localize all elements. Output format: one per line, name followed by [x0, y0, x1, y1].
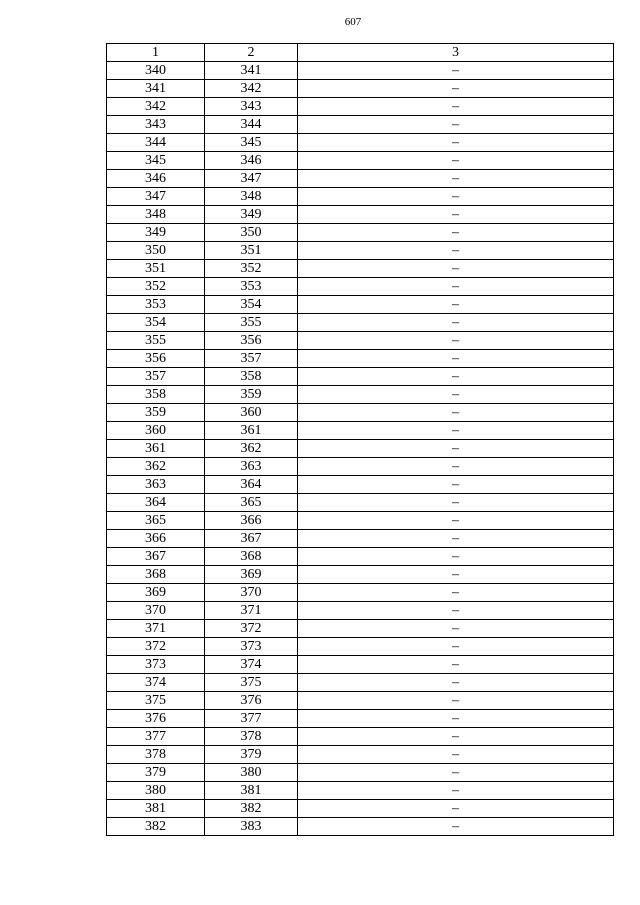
table-cell-col3: –: [298, 746, 614, 764]
table-cell-col1: 371: [107, 620, 205, 638]
table-row: [107, 296, 614, 314]
table-cell-col1: 364: [107, 494, 205, 512]
table-cell-col3: –: [298, 242, 614, 260]
table-cell-col2: 353: [205, 278, 298, 296]
table-row: [107, 224, 614, 242]
table-cell-col2: 381: [205, 782, 298, 800]
table-cell-col2: 363: [205, 458, 298, 476]
table-cell-col2: 374: [205, 656, 298, 674]
table-cell-col2: 342: [205, 80, 298, 98]
table-row: [107, 656, 614, 674]
table-row: [107, 242, 614, 260]
table-row: [107, 638, 614, 656]
table-cell-col3: –: [298, 386, 614, 404]
table-cell-col1: 382: [107, 818, 205, 836]
table-cell-col2: 366: [205, 512, 298, 530]
table-cell-col2: 372: [205, 620, 298, 638]
table-row: [107, 404, 614, 422]
table-row: [107, 314, 614, 332]
table-cell-col2: 352: [205, 260, 298, 278]
table-cell-col1: 350: [107, 242, 205, 260]
table-row: [107, 386, 614, 404]
table-row: [107, 152, 614, 170]
table-cell-col1: 374: [107, 674, 205, 692]
column-header-2: 2: [205, 44, 298, 62]
table-cell-col1: 353: [107, 296, 205, 314]
table-cell-col3: –: [298, 260, 614, 278]
table-cell-col2: 341: [205, 62, 298, 80]
table-cell-col3: –: [298, 116, 614, 134]
table-cell-col1: 346: [107, 170, 205, 188]
table-body: [107, 62, 614, 836]
column-header-3: 3: [298, 44, 614, 62]
table-cell-col2: 379: [205, 746, 298, 764]
table-cell-col3: –: [298, 206, 614, 224]
table-row: [107, 422, 614, 440]
table-cell-col2: 377: [205, 710, 298, 728]
table-cell-col3: –: [298, 278, 614, 296]
table-cell-col3: –: [298, 152, 614, 170]
table-row: [107, 134, 614, 152]
table-row: [107, 278, 614, 296]
table-cell-col2: 362: [205, 440, 298, 458]
table-cell-col1: 349: [107, 224, 205, 242]
table-cell-col1: 381: [107, 800, 205, 818]
table-cell-col1: 376: [107, 710, 205, 728]
table-cell-col3: –: [298, 350, 614, 368]
table-cell-col2: 378: [205, 728, 298, 746]
table-cell-col3: –: [298, 134, 614, 152]
table-cell-col3: –: [298, 584, 614, 602]
table-cell-col2: 382: [205, 800, 298, 818]
table-cell-col2: 370: [205, 584, 298, 602]
table-row: [107, 458, 614, 476]
table-row: [107, 530, 614, 548]
table-cell-col3: –: [298, 188, 614, 206]
table-row: [107, 260, 614, 278]
table-cell-col2: 347: [205, 170, 298, 188]
table-cell-col3: –: [298, 314, 614, 332]
table-cell-col1: 363: [107, 476, 205, 494]
table-row: [107, 782, 614, 800]
table-cell-col1: 369: [107, 584, 205, 602]
table-row: [107, 80, 614, 98]
table-row: [107, 368, 614, 386]
table-cell-col3: –: [298, 170, 614, 188]
table-cell-col2: 364: [205, 476, 298, 494]
table-row: [107, 728, 614, 746]
table-row: [107, 350, 614, 368]
table-cell-col1: 341: [107, 80, 205, 98]
table-row: [107, 746, 614, 764]
table-row: [107, 566, 614, 584]
table-row: [107, 800, 614, 818]
table-cell-col3: –: [298, 674, 614, 692]
table-cell-col2: 357: [205, 350, 298, 368]
table-cell-col1: 354: [107, 314, 205, 332]
table-cell-col2: 369: [205, 566, 298, 584]
table-cell-col3: –: [298, 404, 614, 422]
table-row: [107, 620, 614, 638]
table-cell-col2: 349: [205, 206, 298, 224]
table-cell-col2: 365: [205, 494, 298, 512]
table-row: [107, 674, 614, 692]
table-row: [107, 692, 614, 710]
table-row: [107, 548, 614, 566]
data-table: [106, 43, 614, 836]
table-cell-col1: 375: [107, 692, 205, 710]
table-cell-col1: 361: [107, 440, 205, 458]
table-cell-col3: –: [298, 494, 614, 512]
table-cell-col1: 372: [107, 638, 205, 656]
table-cell-col1: 342: [107, 98, 205, 116]
table-cell-col1: 343: [107, 116, 205, 134]
table-cell-col3: –: [298, 638, 614, 656]
table-cell-col1: 367: [107, 548, 205, 566]
table-cell-col1: 345: [107, 152, 205, 170]
table-cell-col3: –: [298, 62, 614, 80]
table-cell-col3: –: [298, 512, 614, 530]
table-row: [107, 476, 614, 494]
table-cell-col2: 383: [205, 818, 298, 836]
table-cell-col2: 351: [205, 242, 298, 260]
table-cell-col2: 358: [205, 368, 298, 386]
table-cell-col2: 359: [205, 386, 298, 404]
table-cell-col2: 348: [205, 188, 298, 206]
table-cell-col3: –: [298, 800, 614, 818]
table-cell-col3: –: [298, 692, 614, 710]
table-cell-col1: 352: [107, 278, 205, 296]
table-cell-col1: 366: [107, 530, 205, 548]
table-row: [107, 98, 614, 116]
table-row: [107, 332, 614, 350]
table-cell-col1: 360: [107, 422, 205, 440]
table-row: [107, 62, 614, 80]
table-cell-col2: 360: [205, 404, 298, 422]
table-row: [107, 602, 614, 620]
table-cell-col2: 355: [205, 314, 298, 332]
table-cell-col1: 351: [107, 260, 205, 278]
table-cell-col3: –: [298, 530, 614, 548]
table-cell-col2: 350: [205, 224, 298, 242]
table-cell-col3: –: [298, 224, 614, 242]
table-cell-col1: 368: [107, 566, 205, 584]
table-cell-col2: 371: [205, 602, 298, 620]
table-cell-col3: –: [298, 728, 614, 746]
table-cell-col1: 365: [107, 512, 205, 530]
table-row: [107, 206, 614, 224]
table-cell-col2: 356: [205, 332, 298, 350]
table-cell-col2: 367: [205, 530, 298, 548]
table-row: [107, 494, 614, 512]
table-header: [107, 44, 614, 62]
table-cell-col3: –: [298, 476, 614, 494]
table-cell-col1: 380: [107, 782, 205, 800]
table-cell-col1: 362: [107, 458, 205, 476]
table-cell-col1: 356: [107, 350, 205, 368]
table-cell-col2: 376: [205, 692, 298, 710]
table-cell-col2: 368: [205, 548, 298, 566]
table-cell-col1: 348: [107, 206, 205, 224]
table-cell-col3: –: [298, 98, 614, 116]
table-cell-col3: –: [298, 296, 614, 314]
table-cell-col3: –: [298, 440, 614, 458]
table-cell-col3: –: [298, 332, 614, 350]
table-header-row: [107, 44, 614, 62]
table-cell-col3: –: [298, 782, 614, 800]
table-cell-col2: 361: [205, 422, 298, 440]
table-row: [107, 440, 614, 458]
table-cell-col1: 377: [107, 728, 205, 746]
table-cell-col3: –: [298, 764, 614, 782]
table-cell-col2: 345: [205, 134, 298, 152]
table-cell-col3: –: [298, 548, 614, 566]
table-cell-col2: 344: [205, 116, 298, 134]
table-row: [107, 170, 614, 188]
table-cell-col1: 340: [107, 62, 205, 80]
table-cell-col1: 355: [107, 332, 205, 350]
table-cell-col2: 343: [205, 98, 298, 116]
table-cell-col3: –: [298, 80, 614, 98]
table-cell-col3: –: [298, 602, 614, 620]
table-cell-col1: 378: [107, 746, 205, 764]
table-cell-col3: –: [298, 620, 614, 638]
table-cell-col2: 375: [205, 674, 298, 692]
table-row: [107, 710, 614, 728]
table-cell-col3: –: [298, 422, 614, 440]
table-cell-col1: 379: [107, 764, 205, 782]
table-row: [107, 188, 614, 206]
table-cell-col3: –: [298, 368, 614, 386]
table-row: [107, 818, 614, 836]
table-cell-col3: –: [298, 656, 614, 674]
table-cell-col3: –: [298, 818, 614, 836]
page-number: 607: [344, 16, 362, 28]
table-row: [107, 584, 614, 602]
column-header-1: 1: [107, 44, 205, 62]
table-cell-col3: –: [298, 566, 614, 584]
table-cell-col2: 380: [205, 764, 298, 782]
table-cell-col1: 373: [107, 656, 205, 674]
table-cell-col1: 357: [107, 368, 205, 386]
table-cell-col1: 347: [107, 188, 205, 206]
table-row: [107, 116, 614, 134]
table-cell-col2: 346: [205, 152, 298, 170]
table-cell-col1: 344: [107, 134, 205, 152]
table-cell-col1: 358: [107, 386, 205, 404]
table-cell-col3: –: [298, 710, 614, 728]
table-row: [107, 764, 614, 782]
table-cell-col1: 359: [107, 404, 205, 422]
table-cell-col2: 354: [205, 296, 298, 314]
table-cell-col3: –: [298, 458, 614, 476]
table-cell-col2: 373: [205, 638, 298, 656]
table-row: [107, 512, 614, 530]
table-cell-col1: 370: [107, 602, 205, 620]
